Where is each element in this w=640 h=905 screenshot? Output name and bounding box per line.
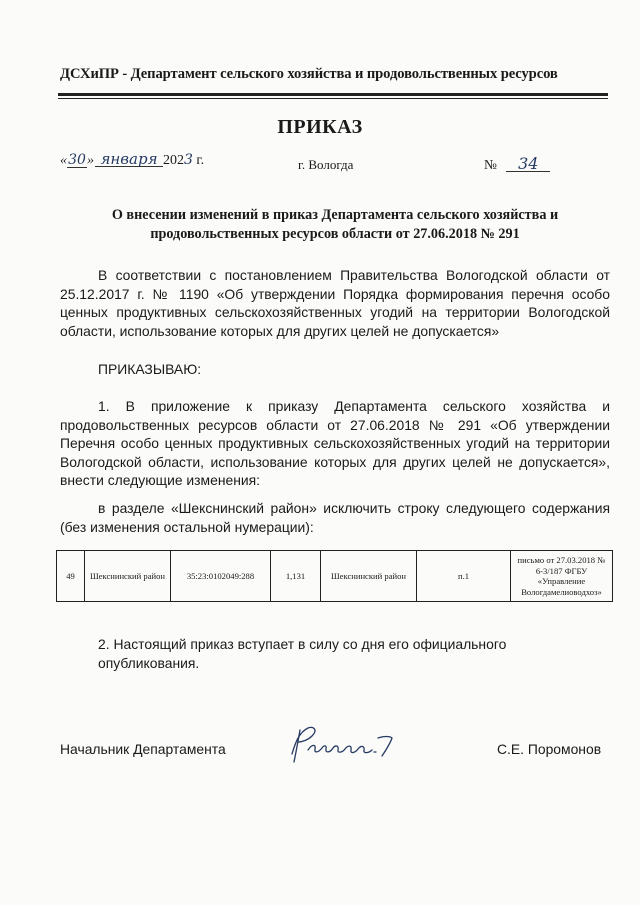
header-rule-thin [58, 98, 608, 99]
item-1-paragraph: 1. В приложение к приказу Департамента сельского хозяйства и продовольственных ресурсов области от 27.06.2018 № 291 «Об утверждении Перечня особо ценных продуктивных сельскохозяйственных угодий на территории Вологодской области, использование которых для других целей не допускается», внести следующие изменения: [60, 398, 610, 489]
date-year-last: 3 [184, 152, 193, 168]
exclusion-paragraph: в разделе «Шекснинский район» исключить строку следующего содержания (без изменения остальной нумерации): [60, 500, 610, 535]
number-label: № [484, 157, 497, 172]
cell-district: Шекснинский район [85, 551, 171, 602]
handwritten-signature [278, 720, 408, 770]
signatory-name: С.Е. Поромонов [497, 741, 602, 757]
document-city: г. Вологда [298, 157, 354, 172]
cell-row-number: 49 [57, 551, 85, 602]
effective-date-paragraph: 2. Настоящий приказ вступает в силу со дня его официального опубликования. [98, 636, 507, 671]
cell-location: Шекснинский район [321, 551, 417, 602]
document-title: ПРИКАЗ [277, 116, 363, 138]
date-open-quote: « [60, 153, 67, 168]
document-subject: О внесении изменений в приказ Департамента сельского хозяйства и продовольственных ресурсов области от 27.06.2018 № 291 [111, 207, 559, 242]
date-month: января [95, 152, 163, 167]
order-word: ПРИКАЗЫВАЮ: [98, 361, 202, 377]
table-row [57, 551, 613, 602]
cell-cadastral-number: 35:23:0102049:288 [171, 551, 271, 602]
date-day: 30 [68, 152, 86, 168]
date-close-quote: » [87, 153, 94, 168]
excluded-row-table [56, 550, 613, 602]
cell-item: п.1 [417, 551, 511, 602]
cell-area: 1,131 [271, 551, 321, 602]
document-date [60, 152, 204, 169]
signatory-position: Начальник Департамента [60, 741, 226, 757]
date-suffix: г. [192, 153, 205, 168]
date-year-prefix: 202 [163, 153, 184, 168]
header-rule-thick [58, 93, 608, 96]
cell-basis: письмо от 27.03.2018 № 6-3/187 ФГБУ «Управление Вологдамелиоводхоз» [511, 551, 613, 602]
preamble-paragraph: В соответствии с постановлением Правительства Вологодской области от 25.12.2017 г. № 1190 «Об утверждении Порядка формирования перечня особо ценных продуктивных сельскохозяйственных угодий на территории Вологодской области, использование которых для других целей не допускается» [60, 267, 610, 339]
document-number [484, 154, 550, 173]
number-value: 34 [506, 157, 550, 172]
organization-header: ДСХиПР - Департамент сельского хозяйства и продовольственных ресурсов [60, 66, 558, 82]
